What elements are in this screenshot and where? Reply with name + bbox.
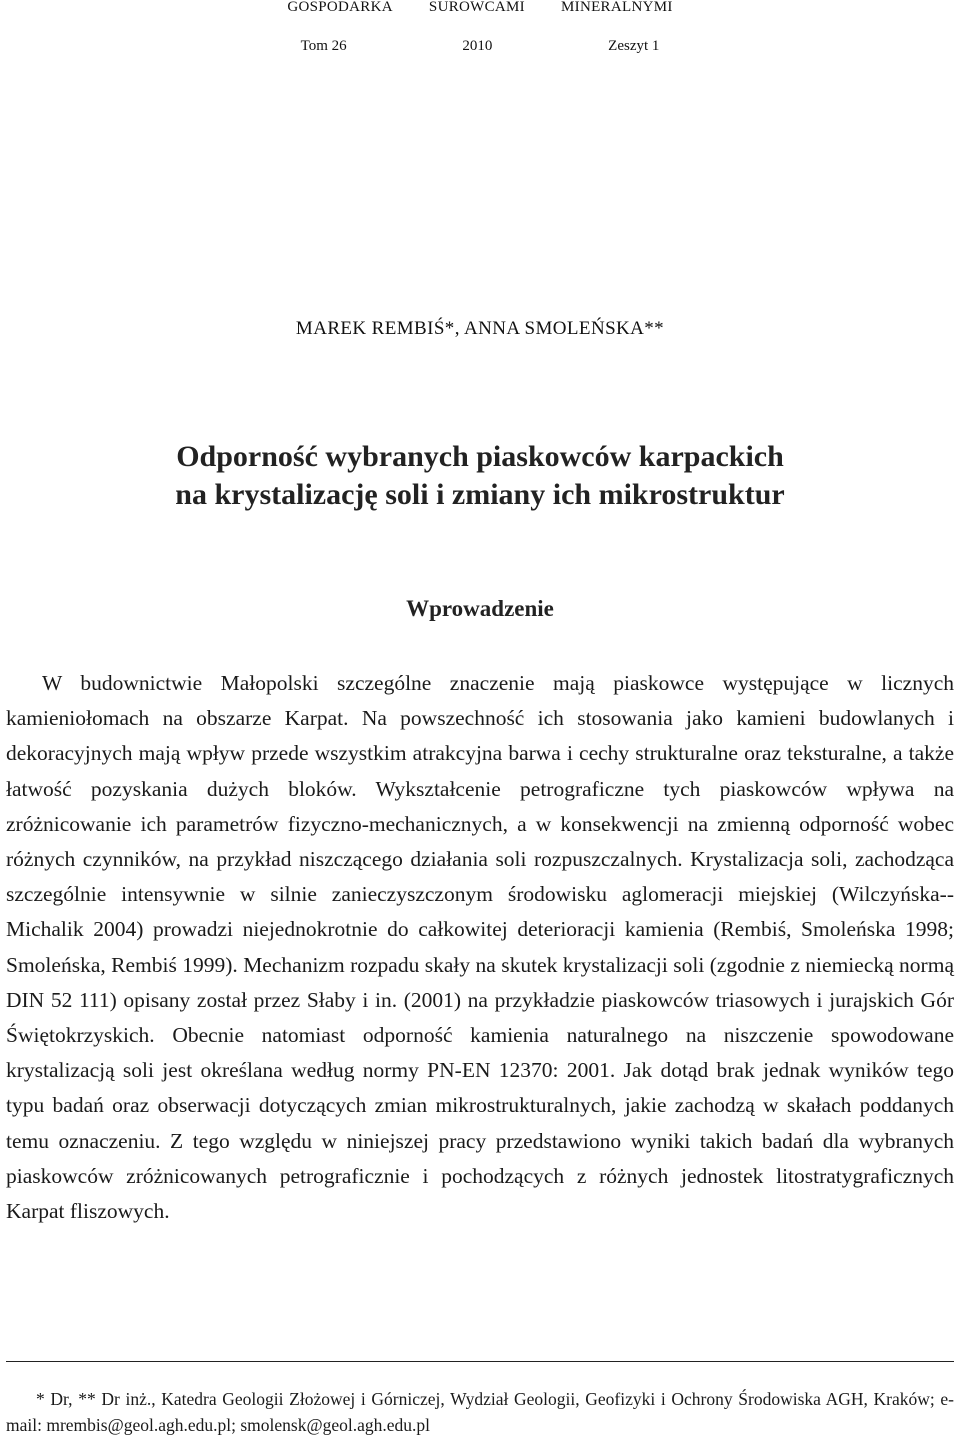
journal-name-word-3: MINERALNYMI xyxy=(561,0,673,15)
issue-label: Zeszyt 1 xyxy=(608,38,660,54)
article-title-line-1: Odporność wybranych piaskowców karpackich xyxy=(176,440,784,473)
journal-name-word-2: SUROWCAMI xyxy=(428,0,525,15)
year-label: 2010 xyxy=(462,38,493,54)
article-authors: MAREK REMBIŚ*, ANNA SMOLEŃSKA** xyxy=(295,318,665,339)
issue-line xyxy=(0,38,960,55)
section-heading: Wprowadzenie xyxy=(406,596,554,621)
article-title xyxy=(0,438,960,514)
introduction-paragraph: W budownictwie Małopolski szczególne znaczenie mają piaskowce występujące w licznych kamieniołomach na obszarze Karpat. Na powszechność ich stosowania jako kamieni budowlanych i dekoracyjnych mają wpływ przede wszystkim atrakcyjna barwa i cechy strukturalne oraz teksturalne, a także łatwość pozyskania dużych bloków. Wykształcenie petrograficzne tych piaskowców wpływa na zróżnicowanie ich parametrów fizyczno-mechanicznych, a w konsekwencji na zmienną odporność wobec różnych czynników, na przykład niszczącego działania soli rozpuszczalnych. Krystalizacja soli, zachodząca szczególnie intensywnie w silnie zanieczyszczonym środowisku aglomeracji miejskiej (Wilczyńska-​-Michalik 2004) prowadzi niejednokrotnie do całkowitej deterioracji kamienia (Rembiś, Smoleńska 1998; Smoleńska, Rembiś 1999). Mechanizm rozpadu skały na skutek krystalizacji soli (zgodnie z niemiecką normą DIN 52 111) opisany został przez Słaby i in. (2001) na przykładzie piaskowców triasowych i jurajskich Gór Świętokrzyskich. Obecnie natomiast odporność kamienia naturalnego na niszczenie spowodowane krystalizacją soli jest określana według normy PN-EN 12370: 2001. Jak dotąd brak jednak wyników tego typu badań oraz obserwacji dotyczących zmian mikrostrukturalnych, jakie zachodzą w skałach poddanych temu oznaczeniu. Z tego względu w niniejszej pracy przedstawiono wyniki takich badań dla wybranych piaskowców zróżnicowanych petrograficznie i pochodzących z różnych jednostek litostratygraficznych Karpat fliszowych. xyxy=(6,671,954,1224)
footnote-divider xyxy=(6,1361,954,1362)
journal-name-word-1: GOSPODARKA xyxy=(287,0,393,15)
introduction-body xyxy=(6,666,954,1229)
author-affiliation-footnote xyxy=(6,1386,954,1438)
volume-label: Tom 26 xyxy=(300,38,347,54)
article-title-line-2: na krystalizację soli i zmiany ich mikrostruktur xyxy=(175,478,785,511)
footnote-text: * Dr, ** Dr inż., Katedra Geologii Złożowej i Górniczej, Wydział Geologii, Geofizyki i Ochrony Środowiska AGH, Kraków; e-mail: mrembis@geol.agh.edu.pl; smolensk@geol.agh.edu.pl xyxy=(6,1389,954,1435)
journal-name xyxy=(0,0,960,14)
